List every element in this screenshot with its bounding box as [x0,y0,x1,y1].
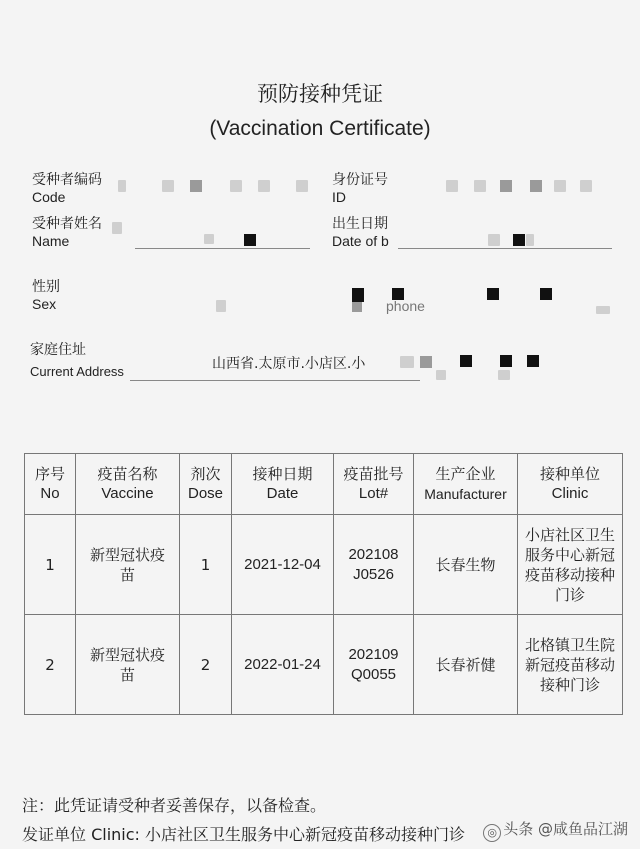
address-label-cn: 家庭住址 [30,342,86,358]
sex-label-en: Sex [32,296,57,312]
cell-lot: 202108 J0526 [334,515,414,615]
dob-underline [398,248,612,249]
header-cn: 接种单位 [539,465,600,483]
redacted-mark [190,180,202,192]
redacted-mark [460,355,472,367]
col-dose-header [180,454,232,515]
cell-clinic: 北格镇卫生院新冠疫苗移动接种门诊 [518,615,623,715]
redacted-mark [420,356,432,368]
redacted-mark [513,234,525,246]
watermark [483,818,628,842]
redacted-mark [488,234,500,246]
name-label-en: Name [32,233,70,249]
header-cn: 生产企业 [435,465,496,483]
address-value: 山西省.太原市.小店区.小 [212,356,366,372]
address-underline [130,380,420,381]
redacted-mark [554,180,566,192]
table-header-row [25,454,623,515]
redacted-mark [244,234,256,246]
code-label-cn: 受种者编码 [32,172,102,188]
certificate-title-cn: 预防接种凭证 [257,82,383,106]
cell-dose: 2 [180,615,232,715]
cell-lot: 202109 Q0055 [334,615,414,715]
redacted-mark [400,356,414,368]
redacted-mark [216,300,226,312]
col-manufacturer-header [414,454,518,515]
certificate-title-en: (Vaccination Certificate) [209,117,431,140]
storage-note: 注：此凭证请受种者妥善保存，以备检查。 [22,796,327,815]
id-label [332,172,388,206]
redacted-mark [162,180,174,192]
vaccination-table [24,453,623,715]
redacted-mark [500,355,512,367]
cell-clinic: 小店社区卫生服务中心新冠疫苗移动接种门诊 [518,515,623,615]
redacted-mark [352,302,362,312]
redacted-mark [498,370,510,380]
redacted-mark [436,370,446,380]
header-en: Date [266,485,299,502]
id-label-en: ID [332,189,346,205]
redacted-mark [112,222,122,234]
header-en: Vaccine [101,485,154,502]
cell-vaccine: 新型冠状疫苗 [76,515,180,615]
redacted-mark [596,306,610,314]
redacted-mark [474,180,486,192]
redacted-mark [527,355,539,367]
header-cn: 接种日期 [252,465,313,483]
name-label-cn: 受种者姓名 [32,216,102,232]
cell-manufacturer: 长春生物 [414,515,518,615]
col-date-header [232,454,334,515]
sex-label-cn: 性别 [32,279,60,295]
redacted-mark [258,180,270,192]
redacted-mark [526,234,534,246]
header-en: Lot# [358,485,389,502]
sex-label [32,279,60,313]
col-vaccine-header [76,454,180,515]
redacted-mark [530,180,542,192]
header-cn: 疫苗名称 [97,465,158,483]
header-en: Clinic [551,485,589,502]
cell-no: 1 [25,515,76,615]
header-en: Manufacturer [424,486,507,502]
cell-no: 2 [25,615,76,715]
table-row [25,615,623,715]
code-label [32,172,102,206]
address-label [30,342,124,380]
header-cn: 剂次 [190,465,221,483]
redacted-mark [352,288,364,302]
header-en: Dose [187,485,224,502]
name-label [32,216,102,250]
code-label-en: Code [32,189,66,205]
redacted-mark [118,180,126,192]
header-cn: 疫苗批号 [343,465,404,483]
dob-label-cn: 出生日期 [332,216,388,232]
cell-date: 2021-12-04 [232,515,334,615]
col-clinic-header [518,454,623,515]
cell-dose: 1 [180,515,232,615]
redacted-mark [230,180,242,192]
redacted-mark [540,288,552,300]
dob-label-en: Date of b [332,233,389,249]
redacted-mark [487,288,499,300]
watermark-logo-icon: ◎ [483,824,501,842]
redacted-mark [446,180,458,192]
phone-label-en: phone [386,298,425,314]
id-label-cn: 身份证号 [332,172,388,188]
redacted-mark [580,180,592,192]
header-cn: 序号 [34,465,65,483]
issuing-clinic: 发证单位 Clinic: 小店社区卫生服务中心新冠疫苗移动接种门诊 [22,825,466,844]
redacted-mark [500,180,512,192]
cell-vaccine: 新型冠状疫苗 [76,615,180,715]
name-underline [135,248,310,249]
col-lot-header [334,454,414,515]
table-row [25,515,623,615]
header-en: No [40,485,60,502]
redacted-mark [204,234,214,244]
cell-date: 2022-01-24 [232,615,334,715]
watermark-text: 头条 @咸鱼品江湖 [503,820,628,838]
col-no-header [25,454,76,515]
cell-manufacturer: 长春祈健 [414,615,518,715]
dob-label [332,216,389,250]
address-label-en: Current Address [30,364,124,379]
redacted-mark [296,180,308,192]
